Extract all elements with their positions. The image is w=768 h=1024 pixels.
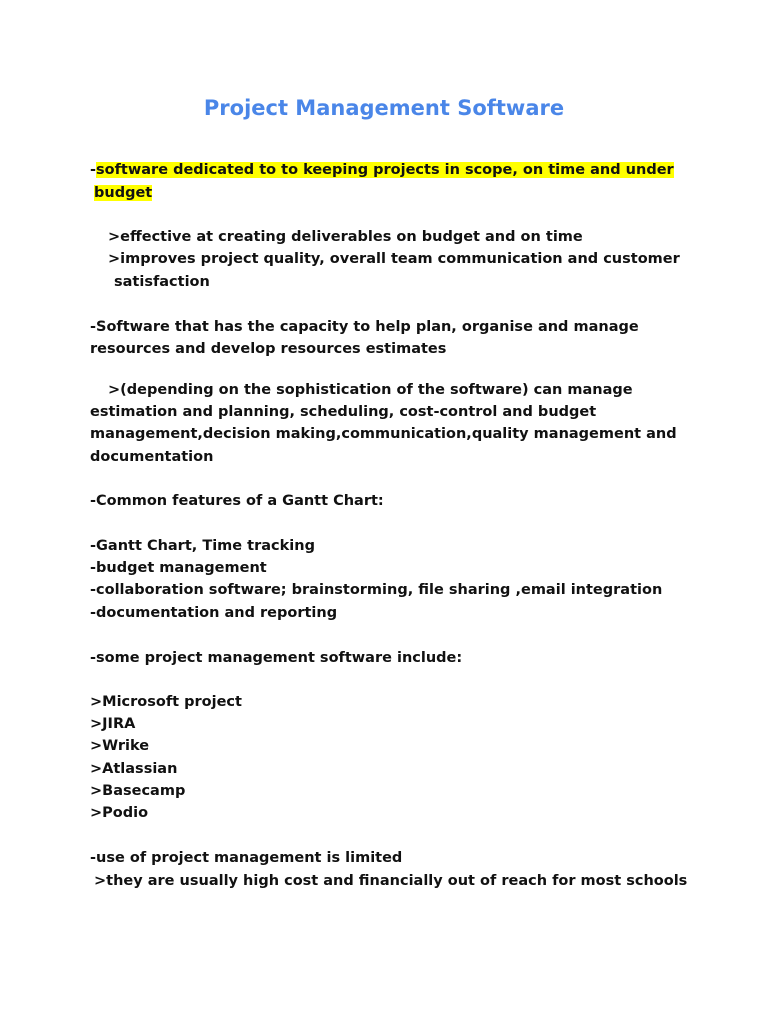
text-line: >improves project quality, overall team communication and customer xyxy=(108,251,680,267)
list-item: >Atlassian xyxy=(90,761,178,777)
highlighted-line-1 xyxy=(90,160,674,180)
list-item: -budget management xyxy=(90,560,267,576)
text-line: estimation and planning, scheduling, cost-control and budget xyxy=(90,404,597,420)
text-line: resources and develop resources estimates xyxy=(90,341,447,357)
highlighted-text: budget xyxy=(94,185,153,201)
dash: - xyxy=(90,162,97,178)
list-item: >Podio xyxy=(90,805,149,821)
text-line: >(depending on the sophistication of the software) can manage xyxy=(108,382,633,398)
section-heading: -some project management software include: xyxy=(90,650,463,666)
text-line: >effective at creating deliverables on budget and on time xyxy=(108,229,583,245)
text-line: -use of project management is limited xyxy=(90,850,403,866)
text-line: satisfaction xyxy=(114,274,210,290)
text-line: >they are usually high cost and financially out of reach for most schools xyxy=(94,873,688,889)
text-line: documentation xyxy=(90,449,214,465)
list-item: -collaboration software; brainstorming, file sharing ,email integration xyxy=(90,582,663,598)
section-heading: -Common features of a Gantt Chart: xyxy=(90,493,384,509)
text-line: management,decision making,communication,quality management and xyxy=(90,426,677,442)
page-title: Project Management Software xyxy=(203,96,565,120)
highlighted-line-2 xyxy=(94,183,152,203)
list-item: >Microsoft project xyxy=(90,694,242,710)
list-item: >Basecamp xyxy=(90,783,186,799)
list-item: -Gantt Chart, Time tracking xyxy=(90,538,315,554)
list-item: >JIRA xyxy=(90,716,136,732)
list-item: >Wrike xyxy=(90,738,150,754)
text-line: -Software that has the capacity to help plan, organise and manage xyxy=(90,319,639,335)
list-item: -documentation and reporting xyxy=(90,605,338,621)
highlighted-text: software dedicated to to keeping projects in scope, on time and under xyxy=(96,162,674,178)
